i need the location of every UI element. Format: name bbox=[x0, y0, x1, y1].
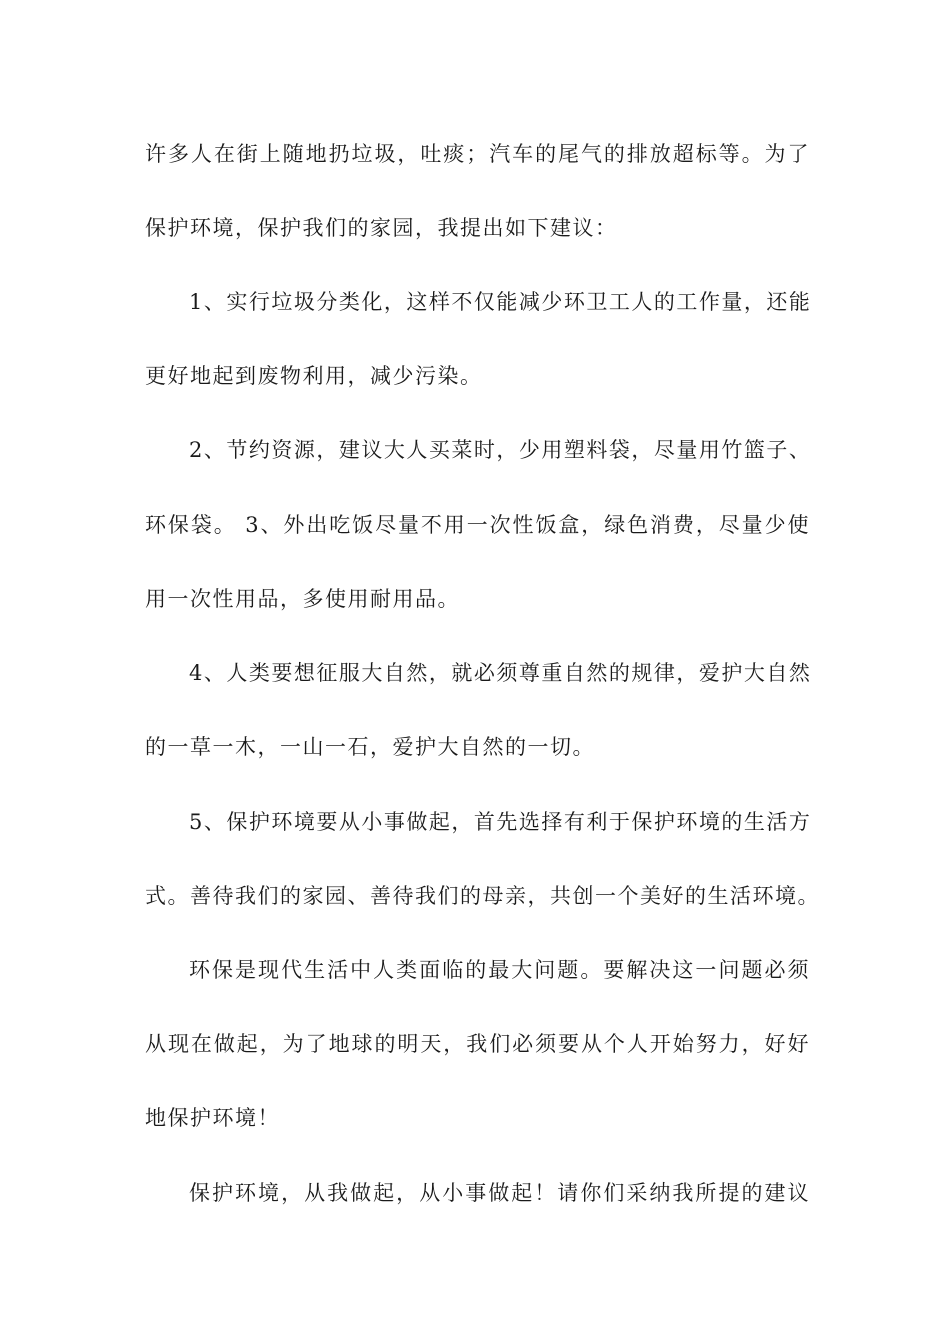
text-line-1: 许多人在街上随地扔垃圾，吐痰；汽车的尾气的排放超标等。为了 bbox=[145, 142, 810, 166]
text-line-5: 2、节约资源，建议大人买菜时，少用塑料袋，尽量用竹篮子、 bbox=[189, 438, 812, 462]
text-line-10: 5、保护环境要从小事做起，首先选择有利于保护环境的生活方 bbox=[189, 810, 812, 834]
text-line-6: 环保袋。 3、外出吃饭尽量不用一次性饭盒，绿色消费，尽量少使 bbox=[145, 513, 810, 537]
text-line-4: 更好地起到废物利用，减少污染。 bbox=[145, 364, 483, 388]
text-line-15: 保护环境，从我做起，从小事做起！请你们采纳我所提的建议 bbox=[189, 1181, 810, 1205]
text-line-2: 保护环境，保护我们的家园，我提出如下建议： bbox=[145, 216, 618, 240]
text-line-13: 从现在做起，为了地球的明天，我们必须要从个人开始努力，好好 bbox=[145, 1032, 810, 1056]
text-line-3: 1、实行垃圾分类化，这样不仅能减少环卫工人的工作量，还能 bbox=[189, 290, 812, 314]
text-line-12: 环保是现代生活中人类面临的最大问题。要解决这一问题必须 bbox=[189, 958, 810, 982]
text-line-8: 4、人类要想征服大自然，就必须尊重自然的规律，爱护大自然 bbox=[189, 661, 812, 685]
text-line-11: 式。善待我们的家园、善待我们的母亲，共创一个美好的生活环境。 bbox=[145, 884, 820, 908]
text-line-14: 地保护环境！ bbox=[145, 1106, 280, 1130]
text-line-9: 的一草一木，一山一石，爱护大自然的一切。 bbox=[145, 735, 595, 759]
text-line-7: 用一次性用品，多使用耐用品。 bbox=[145, 587, 460, 611]
